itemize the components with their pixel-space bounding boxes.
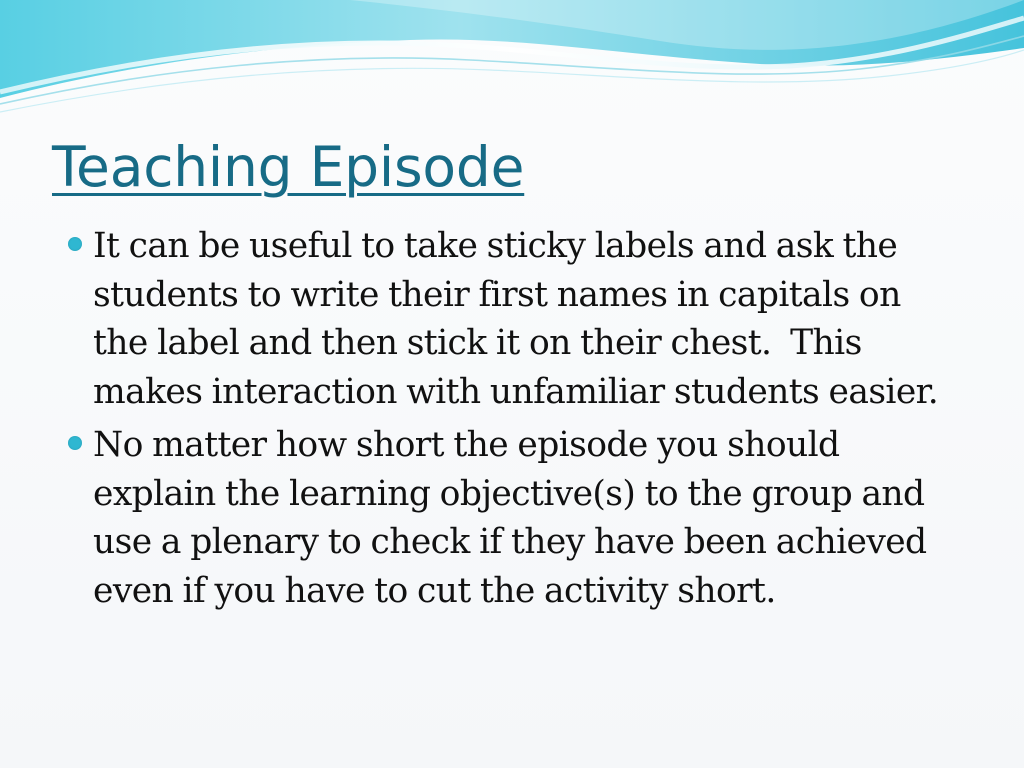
slide-title: Teaching Episode xyxy=(52,135,525,199)
bullet-dot-icon xyxy=(68,237,82,251)
bullet-text: No matter how short the episode you should explain the learning objective(s) to the group and use a plenary to check if they have been achieved even if you have to cut the activity short. xyxy=(93,425,936,611)
header-wave-decoration xyxy=(0,0,1024,120)
bullet-item xyxy=(64,222,964,416)
bullet-text: It can be useful to take sticky labels and ask the students to write their first names in capitals on the label and then stick it on their chest. This makes interaction with unfamiliar students easier. xyxy=(93,226,939,412)
bullet-list xyxy=(64,222,964,620)
bullet-dot-icon xyxy=(68,436,82,450)
bullet-item xyxy=(64,421,964,615)
